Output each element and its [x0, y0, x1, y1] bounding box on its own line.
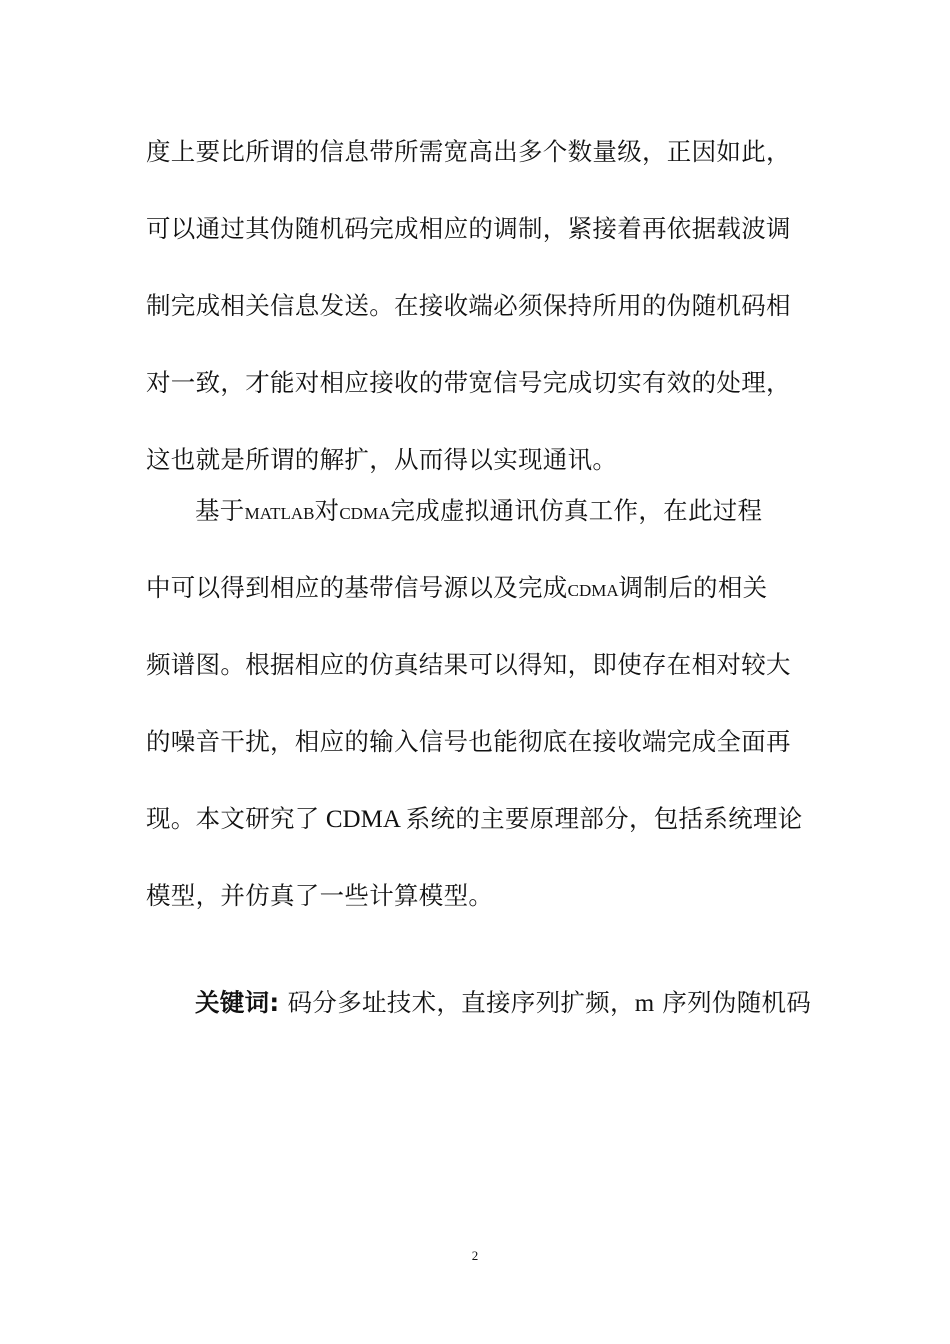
- text-segment: 现。本文研究了: [146, 804, 320, 833]
- cdma-term: CDMA: [339, 504, 391, 523]
- cdma-term: CDMA: [567, 581, 619, 600]
- text-segment: 完成虚拟通讯仿真工作，在此过程: [390, 496, 763, 525]
- text-segment: 调制后的相关: [618, 573, 768, 602]
- matlab-term: MATLAB: [244, 504, 315, 523]
- keywords-text: 序列伪随机码: [654, 988, 812, 1017]
- cdma-term: CDMA: [319, 806, 406, 833]
- paragraph-2-line-4: 的噪音干扰，相应的输入信号也能彻底在接收端完成全面再: [146, 727, 791, 756]
- paragraph-1-line-4: 对一致，才能对相应接收的带宽信号完成切实有效的处理，: [146, 368, 791, 397]
- paragraph-1-line-5: 这也就是所谓的解扩，从而得以实现通讯。: [146, 445, 618, 474]
- paragraph-1-line-3: 制完成相关信息发送。在接收端必须保持所用的伪随机码相: [146, 291, 791, 320]
- text-segment: 基于: [195, 496, 245, 525]
- keywords-m: m: [634, 990, 655, 1017]
- text-segment: 中可以得到相应的基带信号源以及完成: [146, 573, 568, 602]
- text-segment: 系统的主要原理部分，包括系统理论: [405, 804, 803, 833]
- text-segment: 对: [314, 496, 340, 525]
- keywords-text: 码分多址技术，直接序列扩频，: [279, 988, 635, 1017]
- paragraph-2-line-1: [146, 494, 806, 571]
- keywords-line: [195, 986, 811, 1021]
- paragraph-2-line-2: [146, 571, 806, 648]
- paragraph-2-line-5: [146, 802, 806, 879]
- paragraph-2-line-6: 模型，并仿真了一些计算模型。: [146, 881, 494, 910]
- keywords-label: 关键词:: [195, 988, 280, 1017]
- paragraph-1-line-2: 可以通过其伪随机码完成相应的调制，紧接着再依据载波调: [146, 214, 791, 243]
- page-number: 2: [471, 1248, 479, 1263]
- paragraph-1-line-1: 度上要比所谓的信息带所需宽高出多个数量级，正因如此，: [146, 137, 791, 166]
- paragraph-1: [146, 135, 806, 520]
- paragraph-2-line-3: 频谱图。根据相应的仿真结果可以得知，即使存在相对较大: [146, 650, 791, 679]
- paragraph-2: [146, 494, 806, 956]
